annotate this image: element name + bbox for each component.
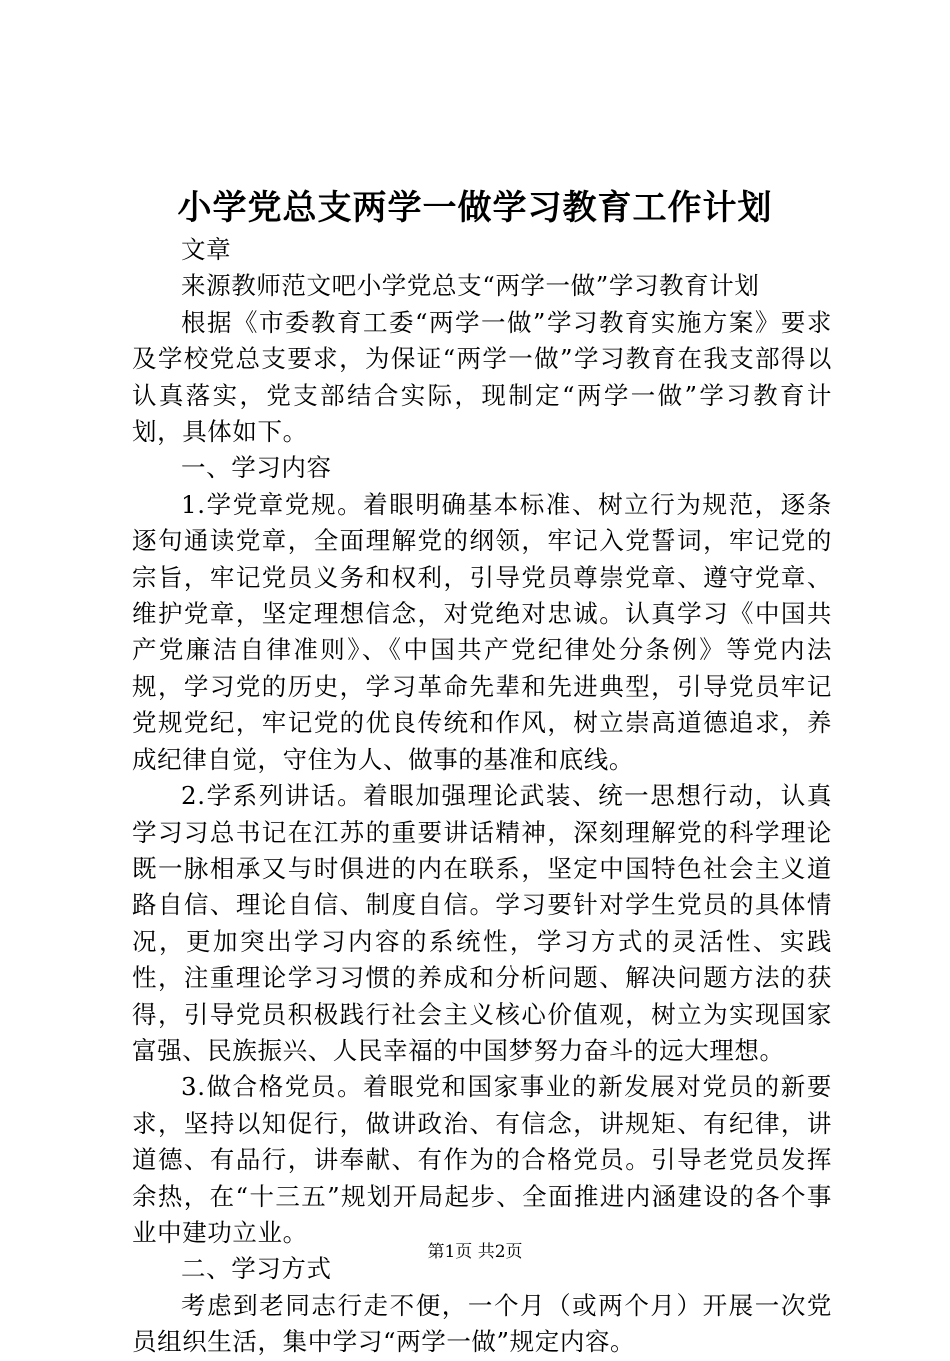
page-footer: 第1页 共2页 <box>427 1242 523 1262</box>
paragraph-item-2: 2.学系列讲话。着眼加强理论武装、统一思想行动，认真学习习总书记在江苏的重要讲话精神，深刻理解党的科学理论既一脉相承又与时俱进的内在联系，坚定中国特色社会主义道路自信、理论自信、制度自信。学习要针对学生党员的具体情况，更加突出学习内容的系统性，学习方式的灵活性、实践性，注重理论学习习惯的养成和分析问题、解决问题方法的获得，引导党员积极践行社会主义核心价值观，树立为实现国家富强、民族振兴、人民幸福的中国梦努力奋斗的远大理想。 <box>132 781 832 1065</box>
paragraph-intro: 根据《市委教育工委“两学一做”学习教育实施方案》要求及学校党总支要求，为保证“两学一做”学习教育在我支部得以认真落实，党支部结合实际，现制定“两学一做”学习教育计划，具体如下。 <box>132 307 832 447</box>
paragraph-source: 来源教师范文吧小学党总支“两学一做”学习教育计划 <box>181 271 760 301</box>
document-body <box>132 232 832 1361</box>
section-heading-method: 二、学习方式 <box>181 1254 332 1284</box>
paragraph-item-1: 1.学党章党规。着眼明确基本标准、树立行为规范，逐条逐句通读党章，全面理解党的纲领，牢记入党誓词，牢记党的宗旨，牢记党员义务和权利，引导党员尊崇党章、遵守党章、维护党章，坚定理想信念，对党绝对忠诚。认真学习《中国共产党廉洁自律准则》、《中国共产党纪律处分条例》等党内法规，学习党的历史，学习革命先辈和先进典型，引导党员牢记党规党纪，牢记党的优良传统和作风，树立崇高道德追求，养成纪律自觉，守住为人、做事的基准和底线。 <box>132 489 832 774</box>
document-title: 小学党总支两学一做学习教育工作计划 <box>177 188 773 228</box>
paragraph-source-label: 文章 <box>181 235 232 264</box>
section-heading-content: 一、学习内容 <box>181 453 332 483</box>
paragraph-item-3: 3.做合格党员。着眼党和国家事业的新发展对党员的新要求，坚持以知促行，做讲政治、有信念，讲规矩、有纪律，讲道德、有品行，讲奉献、有作为的合格党员。引导老党员发挥余热，在“十三五”规划开局起步、全面推进内涵建设的各个事业中建功立业。 <box>132 1072 832 1247</box>
paragraph-method: 考虑到老同志行走不便，一个月（或两个月）开展一次党员组织生活，集中学习“两学一做”规定内容。 <box>132 1290 832 1357</box>
